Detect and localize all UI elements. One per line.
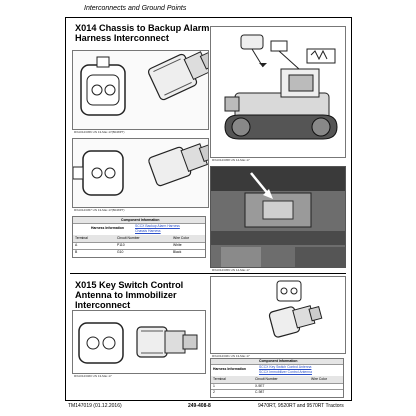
- section-x015-title: X015 Key Switch Control Antenna to Immobilizer Interconnect: [75, 280, 184, 310]
- tractor-illustration: [210, 26, 346, 158]
- footer-page-number: 249-408-8: [188, 403, 211, 409]
- table-group-header: Component Information: [121, 218, 160, 222]
- right-margin-line: [351, 17, 352, 401]
- col-header-circuit: Circuit Number: [117, 236, 140, 240]
- caption-tractor: RXA0123458 UN 14-Mar-17: [212, 158, 250, 162]
- cell-terminal: 2: [213, 390, 215, 394]
- component-table-x014: [72, 216, 206, 258]
- left-margin-line: [65, 17, 66, 401]
- cell-wire-color: White: [173, 243, 182, 247]
- cell-terminal: B: [75, 250, 78, 254]
- backup-alarm-photo: [210, 166, 346, 268]
- harness-link[interactable]: Chassis Harness: [135, 229, 161, 233]
- caption-photo: RXA0123459 UN 14-Mar-17: [212, 268, 250, 272]
- cell-wire-color: Black: [173, 250, 182, 254]
- cell-terminal: 1: [213, 384, 215, 388]
- page-header-title: Interconnects and Ground Points: [84, 5, 187, 12]
- table-row: [73, 249, 205, 256]
- cell-terminal: A: [75, 243, 78, 247]
- footer-right: 9470RT, 9520RT and 9570RT Tractors: [258, 403, 344, 409]
- harness-link[interactable]: SCCX Immobilizer Control Antenna: [259, 370, 312, 374]
- connector-image-bottom: [72, 138, 209, 208]
- cell-circuit: G10: [117, 250, 124, 254]
- section-x014-title: X014 Chassis to Backup Alarm Harness Interconnect: [75, 23, 210, 43]
- footer-left: TM147019 (01.12.2016): [68, 403, 122, 409]
- cell-circuit: X-9E7: [255, 384, 265, 388]
- table-group-header: Component Information: [259, 359, 298, 363]
- bottom-rule: [65, 400, 351, 401]
- caption-connector-right: RXA0123461 UN 13-Mar-17: [212, 354, 250, 358]
- harness-info-label: Harness Information: [91, 226, 124, 230]
- caption-connector-top: RXA0123456 UN 13-Mar-17(B048PT): [74, 130, 125, 134]
- cell-circuit: C-987: [255, 390, 265, 394]
- table-row: [211, 389, 343, 395]
- col-header-terminal: Terminal: [213, 377, 226, 381]
- col-header-circuit: Circuit Number: [255, 377, 278, 381]
- section-x015: [70, 273, 346, 399]
- top-rule: [65, 17, 351, 18]
- col-header-wire-color: Wire Color: [173, 236, 190, 240]
- caption-connector-bottom: RXA0123457 UN 13-Mar-17(B048PT): [74, 208, 125, 212]
- section-x014: [70, 20, 346, 270]
- col-header-wire-color: Wire Color: [311, 377, 328, 381]
- connector-image-x015: [72, 310, 206, 374]
- connector-image-x015-right: [210, 276, 346, 354]
- caption-connector-left: RXA0123460 UN 13-Mar-17: [74, 374, 112, 378]
- harness-link[interactable]: SCCX Backup Alarm Harness: [135, 224, 180, 228]
- harness-info-label: Harness Information: [213, 367, 246, 371]
- component-table-x015: [210, 358, 344, 398]
- connector-image-top: [72, 50, 209, 130]
- cell-circuit: P110: [117, 243, 125, 247]
- col-header-terminal: Terminal: [75, 236, 88, 240]
- harness-link[interactable]: SCCX Key Switch Control Antenna: [259, 365, 312, 369]
